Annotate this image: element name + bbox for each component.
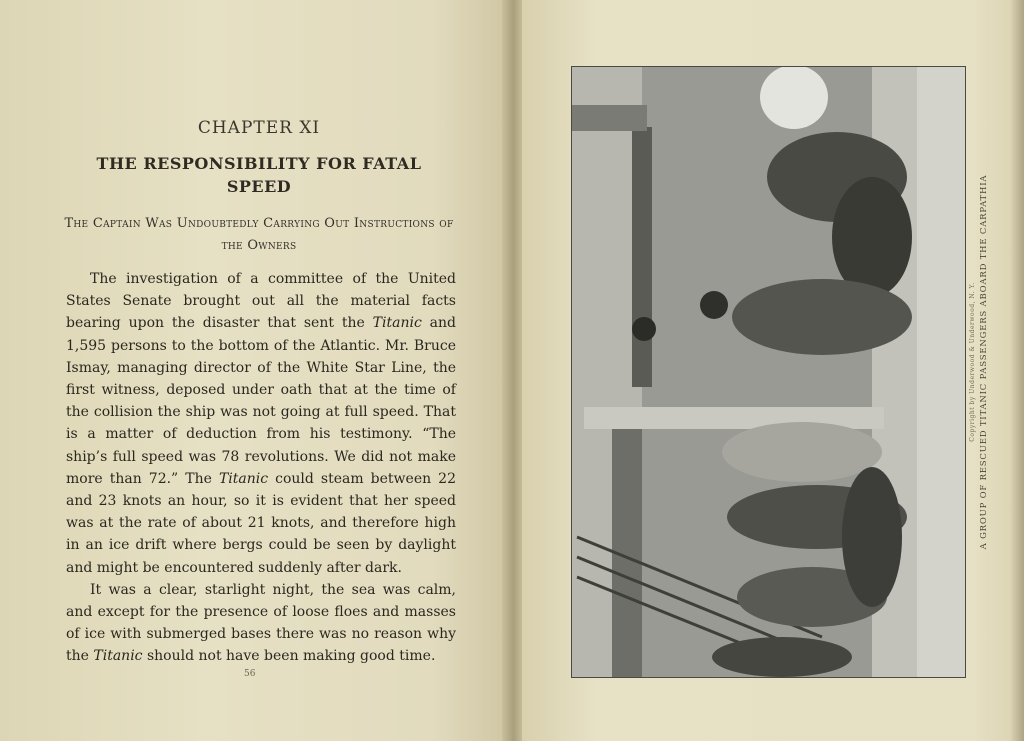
paragraph-1-part-2: and 1,595 persons to the bottom of the Atlantic. Mr. Bruce Ismay, managing director of the White Star Line, the first witness, deposed under oath that at the time of the collision the ship was not going at full speed. That is a matter of deduction from his testimony. “The ship’s full speed was 78 revolutions. We did not make more than 72.” The <box>66 315 456 487</box>
paragraph-1-part-3: could steam between 22 and 23 knots an hour, so it is evident that her speed was at the rate of about 21 knots, and therefore high in an ice drift where bergs could be seen by daylight and might be encountered suddenly after dark. <box>66 470 456 576</box>
paragraph-1 <box>66 268 456 579</box>
paragraph-1-part-1: The investigation of a committee of the United States Senate brought out all the material facts bearing upon the disaster that sent the <box>66 271 456 332</box>
caption-block <box>968 142 996 582</box>
paragraph-2-part-2: should not have been making good time. <box>142 648 436 665</box>
chapter-subtitle: The Captain Was Undoubtedly Carrying Out Instructions of the Owners <box>64 216 454 253</box>
photo-credit: Copyright by Underwood & Underwood, N. Y. <box>969 282 976 442</box>
paragraph-2 <box>66 579 456 668</box>
page-number: 56 <box>244 669 256 679</box>
caption-rotated <box>968 142 996 582</box>
chapter-number: CHAPTER XI <box>197 118 321 138</box>
body-text <box>66 268 456 668</box>
photo-caption: A GROUP OF RESCUED TITANIC PASSENGERS ABOARD THE CARPATHIA <box>979 174 989 550</box>
page-edge-shadow <box>1010 0 1024 741</box>
photo-illustration <box>572 67 965 677</box>
passengers-photo <box>571 66 966 678</box>
chapter-title: THE RESPONSIBILITY FOR FATAL SPEED <box>96 154 422 196</box>
ship-name: Titanic <box>218 470 269 487</box>
paragraph-2-part-1: It was a clear, starlight night, the sea was calm, and except for the presence of loose floes and masses of ice with submerged bases there was no reason why the <box>66 581 456 665</box>
ship-name: Titanic <box>93 648 143 665</box>
ship-name: Titanic <box>372 315 422 332</box>
